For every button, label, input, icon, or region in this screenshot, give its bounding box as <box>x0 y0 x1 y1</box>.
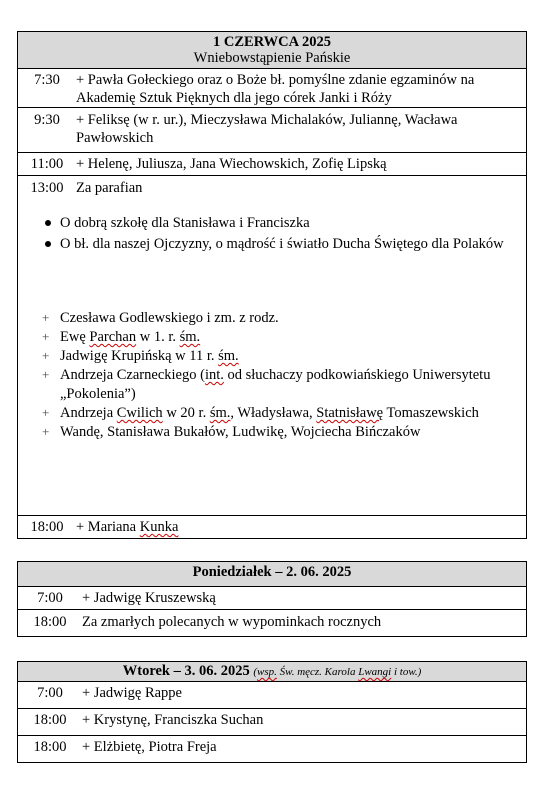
list-item: + Jadwigę Krupińską w 11 r. śm. <box>42 348 239 364</box>
mass-time: 18:00 <box>33 712 67 728</box>
mass-time: 11:00 <box>30 156 64 172</box>
mass-intention: Za zmarłych polecanych w wypominkach rocznych <box>82 614 382 630</box>
list-item: + Andrzeja Cwilich w 20 r. śm., Władysława, Statnisławę Tomaszewskich <box>42 405 479 421</box>
list-item: + Ewę Parchan w 1. r. śm. <box>42 329 201 345</box>
mass-time: 18:00 <box>33 614 67 630</box>
mass-time: 18:00 <box>30 519 64 535</box>
mass-intention: + Elżbietę, Piotra Freja <box>82 739 217 755</box>
mass-time: 9:30 <box>34 112 60 128</box>
mass-row <box>18 516 527 539</box>
day2-title: Poniedziałek – 2. 06. 2025 <box>192 564 352 580</box>
day3-note: (wsp. Św. męcz. Karola Lwangi i tow.) <box>253 666 422 678</box>
intention-list <box>18 214 526 254</box>
mass-intention: + Mariana Kunka <box>76 519 179 535</box>
list-item: O dobrą szkołę dla Stanisława i Franciszka <box>18 214 526 233</box>
day3-header <box>18 662 527 682</box>
mass-time: 7:30 <box>34 72 60 88</box>
mass-row <box>18 153 527 176</box>
mass-intention: Za parafian <box>76 180 143 196</box>
cross-icon: + <box>42 424 50 439</box>
day3-title: Wtorek – 3. 06. 2025 <box>122 663 250 679</box>
day3-table <box>17 661 527 763</box>
mass-time: 18:00 <box>33 739 67 755</box>
mass-intention: + Helenę, Juliusza, Jana Wiechowskich, Zofię Lipską <box>76 156 387 172</box>
mass-intention: + Jadwigę Rappe <box>82 685 182 701</box>
cross-icon: + <box>42 405 50 420</box>
list-item: + Wandę, Stanisława Bukałów, Ludwikę, Wojciecha Bińczaków <box>42 424 421 440</box>
list-item: + Czesława Godlewskiego i zm. z rodz. <box>42 310 279 326</box>
mass-row <box>18 736 527 763</box>
cross-icon: + <box>42 329 50 344</box>
mass-time: 7:00 <box>37 590 63 606</box>
mass-intention: + Jadwigę Kruszewską <box>82 590 216 606</box>
mass-time: 7:00 <box>37 685 63 701</box>
mass-intention: + Krystynę, Franciszka Suchan <box>82 712 264 728</box>
cross-icon: + <box>42 367 50 382</box>
mass-row <box>18 610 527 637</box>
day1-header <box>18 32 527 69</box>
day2-table <box>17 561 527 637</box>
mass-row <box>18 108 527 153</box>
mass-row-parish <box>18 176 527 516</box>
bullet-icon <box>45 220 51 226</box>
cross-icon: + <box>42 348 50 363</box>
mass-intention: + Pawła Gołeckiego oraz o Boże bł. pomyślne zdanie egzaminów na Akademię Sztuk Pięknych dla jego córek Janki i Róży <box>76 72 475 106</box>
list-item: + Andrzeja Czarneckiego (int. od słuchaczy podkowiańskiego Uniwersytetu „Pokolenia”) <box>42 367 491 402</box>
day1-title: 1 CZERWCA 2025 <box>213 34 331 50</box>
cross-icon: + <box>42 310 50 325</box>
day1-subtitle: Wniebowstąpienie Pańskie <box>193 50 351 66</box>
mass-row <box>18 682 527 709</box>
mass-time: 13:00 <box>30 180 64 196</box>
deceased-list <box>18 309 526 442</box>
mass-intention: + Feliksę (w r. ur.), Mieczysława Michalaków, Juliannę, Wacława Pawłowskich <box>76 112 458 146</box>
mass-row <box>18 69 527 108</box>
day1-table <box>17 31 527 539</box>
mass-row <box>18 587 527 610</box>
bullet-icon <box>45 241 51 247</box>
mass-row <box>18 709 527 736</box>
day2-header <box>18 562 527 587</box>
list-item: O bł. dla naszej Ojczyzny, o mądrość i światło Ducha Świętego dla Polaków <box>18 235 526 254</box>
